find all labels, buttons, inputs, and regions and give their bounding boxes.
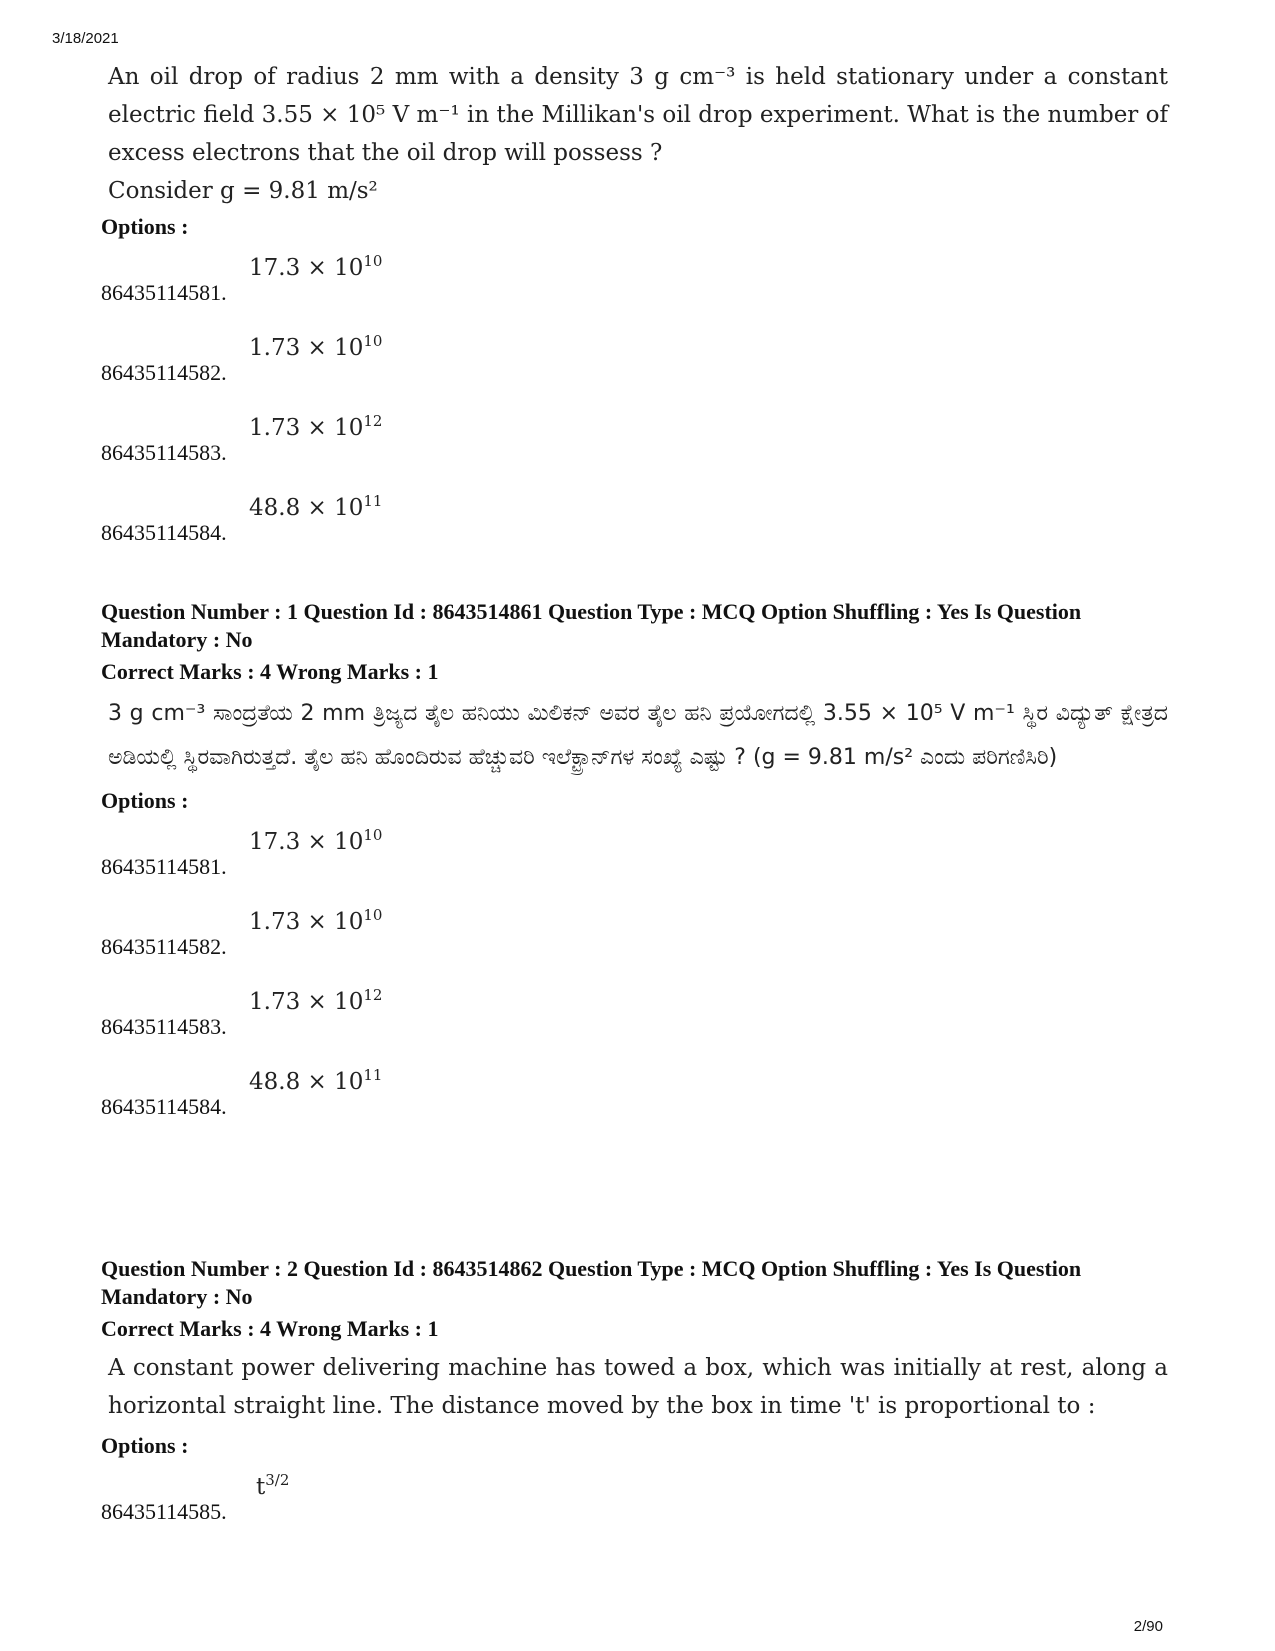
option-id: 86435114584. (101, 520, 227, 545)
option-value: $17.3 \times 10^{10}$ (249, 252, 383, 281)
header-date: 3/18/2021 (52, 30, 119, 47)
option-value: $17.3 \times 10^{10}$ (249, 826, 383, 855)
question-2-marks: Correct Marks : 4 Wrong Marks : 1 (101, 1316, 439, 1341)
option-value: $1.73 \times 10^{10}$ (249, 332, 383, 361)
option[interactable] (101, 320, 1275, 400)
option-value: $1.73 \times 10^{12}$ (249, 412, 383, 441)
option[interactable] (101, 814, 1275, 894)
option-id: 86435114584. (101, 1094, 227, 1119)
question-1-meta: Question Number : 1 Question Id : 8643514861 Question Type : MCQ Option Shuffling : Yes Is Question Mandatory : No (101, 599, 1082, 652)
option[interactable] (101, 1054, 1275, 1134)
question-1-marks: Correct Marks : 4 Wrong Marks : 1 (101, 659, 439, 684)
question-2-meta: Question Number : 2 Question Id : 8643514862 Question Type : MCQ Option Shuffling : Yes Is Question Mandatory : No (101, 1256, 1082, 1309)
option-value: $1.73 \times 10^{12}$ (249, 986, 383, 1015)
option[interactable] (101, 240, 1275, 320)
question-1-options-label: Options : (101, 788, 189, 813)
question-1-options (0, 814, 1275, 1134)
option[interactable] (101, 974, 1275, 1054)
option-value: $48.8 \times 10^{11}$ (249, 492, 383, 521)
question-0-block (0, 58, 1275, 560)
option-id: 86435114583. (101, 440, 227, 465)
question-1-block (0, 598, 1275, 1134)
option[interactable] (101, 400, 1275, 480)
option-id: 86435114582. (101, 360, 227, 385)
option[interactable] (101, 1459, 1275, 1539)
question-0-text: An oil drop of radius 2 mm with a density 3 g cm⁻³ is held stationary under a constant electric field 3.55 × 10⁵ V m⁻¹ in the Millikan's oil drop experiment. What is the number of excess electrons that the oil drop will possess ? (108, 64, 1168, 166)
option-value: $1.73 \times 10^{10}$ (249, 906, 383, 935)
option-id: 86435114583. (101, 1014, 227, 1039)
option[interactable] (101, 480, 1275, 560)
option-id: 86435114581. (101, 854, 227, 879)
option-value: $48.8 \times 10^{11}$ (249, 1066, 383, 1095)
option-value: $t^{3/2}$ (256, 1471, 290, 1500)
question-0-consider: Consider g = 9.81 m/s² (108, 178, 378, 204)
question-0-options (0, 240, 1275, 560)
question-2-text: A constant power delivering machine has towed a box, which was initially at rest, along a horizontal straight line. The distance moved by the box in time 't' is proportional to : (108, 1355, 1168, 1419)
question-2-options-label: Options : (101, 1433, 189, 1458)
question-2-block (0, 1255, 1275, 1539)
page-number: 2/90 (1133, 1618, 1163, 1635)
option-id: 86435114582. (101, 934, 227, 959)
question-1-text: 3 g cm⁻³ ಸಾಂದ್ರತೆಯ 2 mm ತ್ರಿಜ್ಯದ ತೈಲ ಹನಿಯು ಮಿಲಿಕನ್ ಅವರ ತೈಲ ಹನಿ ಪ್ರಯೋಗದಲ್ಲಿ 3.55 × 10⁵ V m⁻¹ ಸ್ಥಿರ ವಿದ್ಯುತ್ ಕ್ಷೇತ್ರದ ಅಡಿಯಲ್ಲಿ ಸ್ಥಿರವಾಗಿರುತ್ತದೆ. ತೈಲ ಹನಿ ಹೊಂದಿರುವ ಹೆಚ್ಚುವರಿ ಇಲೆಕ್ಟ್ರಾನ್‌ಗಳ ಸಂಖ್ಯೆ ಎಷ್ಟು ? (g = 9.81 m/s² ಎಂದು ಪರಿಗಣಿಸಿರಿ) (108, 701, 1168, 770)
option[interactable] (101, 894, 1275, 974)
question-0-options-label: Options : (101, 214, 189, 239)
option-id: 86435114581. (101, 280, 227, 305)
question-2-options (0, 1459, 1275, 1539)
option-id: 86435114585. (101, 1499, 227, 1524)
